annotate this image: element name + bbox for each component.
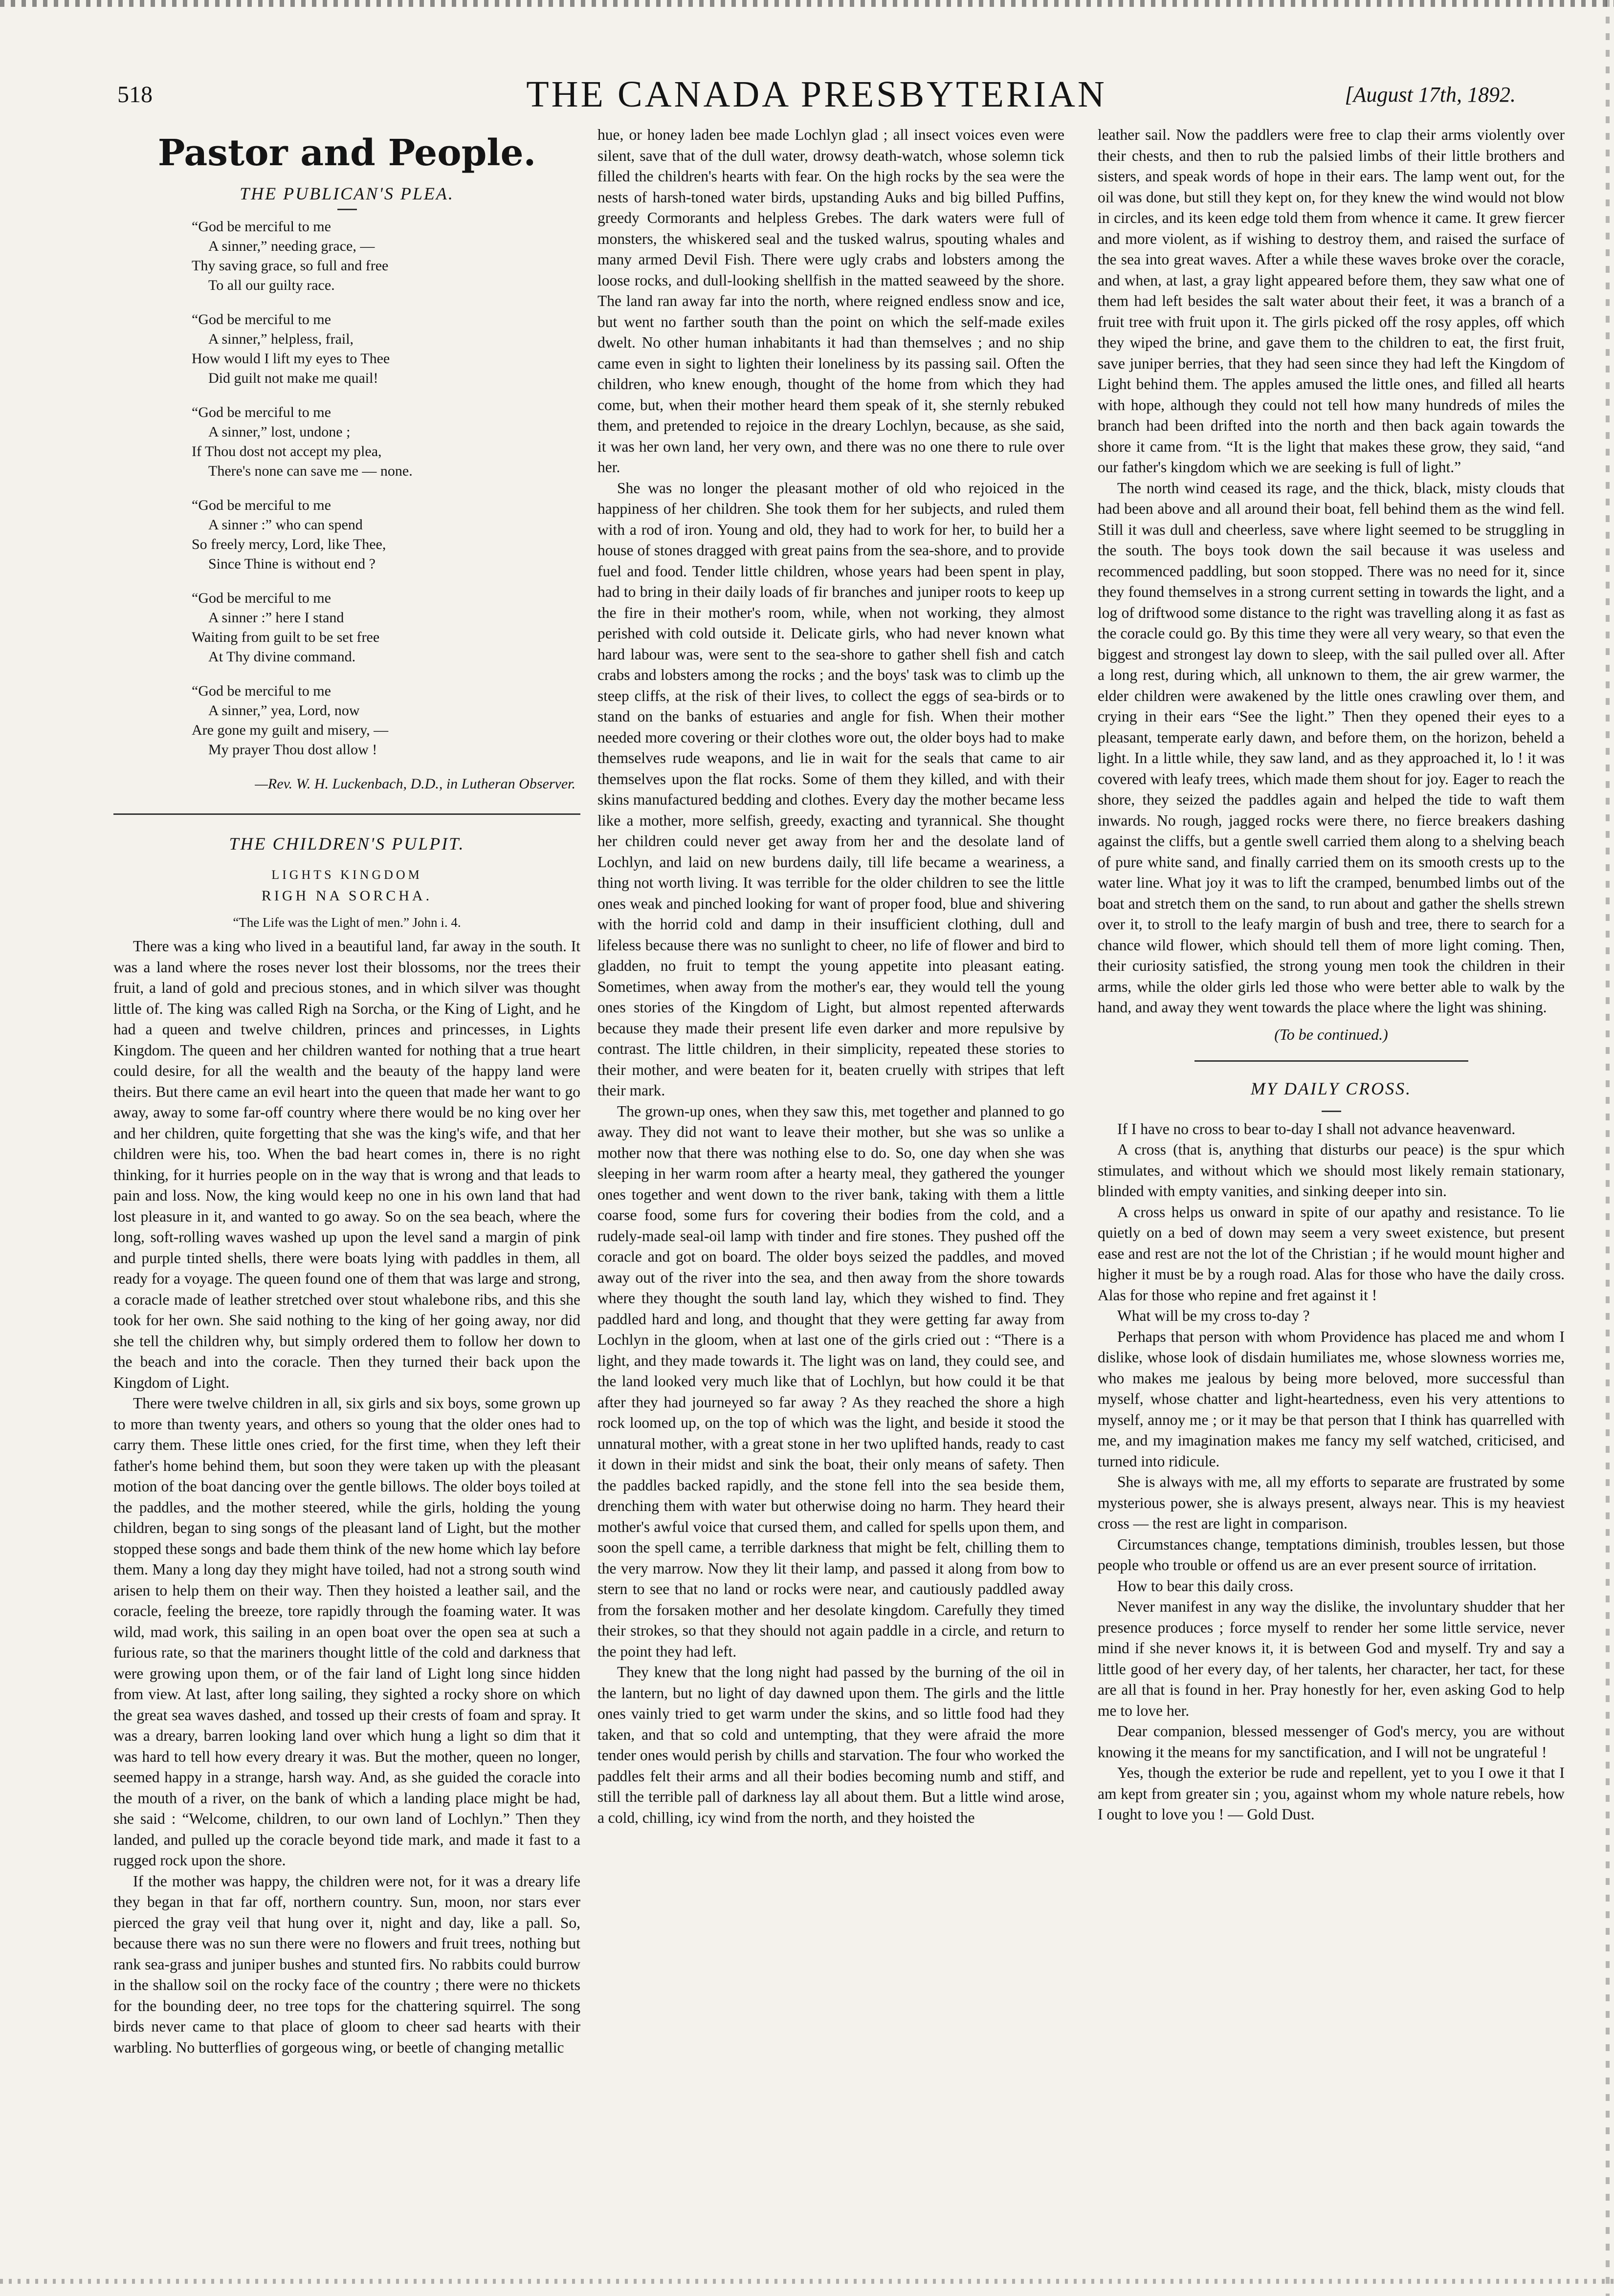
poem-line: “God be merciful to me [192,404,331,420]
top-border [0,0,1614,7]
section-rule [113,813,580,815]
article-paragraph: Never manifest in any way the dislike, the involuntary shudder that her presence produces ; force myself to render her some little service, never mind if she never knows it, it is between God and myself. Try and say a little good of her every day, of her talents, her character, her tact, for these are all that is found in her. Pray honestly for her, even asking God to help me to love her. [1098,1598,1565,1719]
story-paragraph: hue, or honey laden bee made Lochlyn glad ; all insect voices even were silent, save that of the dull water, drowsy death-watch, whose solemn tick filled the children's hearts with fear. On the high rocks by the sea were the nests of harsh-toned water birds, upstanding Auks and big billed Puffins, greedy Cormorants and helpless Grebes. The dark waters were full of monsters, the whiskered seal and the tusked walrus, spouting whales and many armed Devil Fish. There were ugly crabs and lobsters among the loose rocks, and dull-looking shellfish in the matted seaweed by the shore. The land ran away far into the north, where reigned endless snow and ice, but went no farther south than the point on which the self-made exiles dwelt. No other human inhabitants it had than themselves ; and no ship came even in sight to lighten their loneliness by its passing sail. Often the children, who knew enough, thought of the home from which they had come, but, when their mother heard them speak of it, she sternly rebuked them, and pretended to rejoice in the dreary Lochlyn, because, as she said, it was her own land, her very own, and there was no one there to rule over her. [597,126,1064,476]
poem-line: There's none can save me — none. [208,463,413,479]
story-paragraph: The grown-up ones, when they saw this, met together and planned to go away. They did not want to leave their mother, but she was so unlike a mother now that there was nothing else to do. So, one day when she was sleeping in her warm room after a hearty meal, they gathered the younger ones together and went down to the river bank, taking with them a little coarse food, some furs for covering their bodies from the cold, and a rudely-made seal-oil lamp with tinder and fire stones. They pushed off the coracle and got on board. The older boys seized the paddles, and moved away out of the river into the sea, and then away from the shore towards where they thought the south land lay, which they wished to find. They paddled hard and long, and thought that they were getting far away from Lochlyn in the gloom, when at last one of the girls cried out : “There is a light, and they made towards it. The light was on land, they could see, and the land looked very much like that of Lochlyn, but how could it be that after they had journeyed so far away ? As they reached the shore a high rock loomed up, on the top of which was the light, and beside it stood the unnatural mother, with a great stone in her two uplifted hands, ready to cast it down in their midst and sink the boat, their only means of safety. Then the paddles backed rapidly, and the stone fell into the sea beside them, drenching them with water but otherwise doing no harm. They heard their mother's awful voice that cursed them, and called for spells upon them, and soon the spell came, a terrible darkness that might be felt, chilling them to the very marrow. Now they lit their lamp, and passed it along from bow to stern to see that no land or rocks were near, and cautiously paddled away from the forsaken mother and her desolate kingdom. Carefully they timed their strokes, so that they should not again paddle in a circle, and return to the point they had left. [597,1102,1064,1660]
poem-line: “God be merciful to me [192,311,331,328]
poem-line: “God be merciful to me [192,497,331,513]
poem-line: A sinner :” who can spend [208,517,363,533]
article-paragraph: What will be my cross to-day ? [1117,1307,1310,1324]
story-paragraph: The north wind ceased its rage, and the thick, black, misty clouds that had been above and all around their boat, fell behind them as the wind fell. Still it was dull and cheerless, save where light seemed to be struggling in the south. The boys took down the sail because it was useless and recommenced paddling, but soon stopped. There was no need for it, since they found themselves in a strong current setting in towards the light, and a log of driftwood some distance to the right was travelling along it as fast as the coracle could go. By this time they were all very weary, so that even the biggest and strongest lay down to sleep, with the sail pulled over all. After a long rest, during which, all unknown to them, the air grew warmer, the elder children were awakened by the little ones crawling over them, and crying in their ears “See the light.” Then they opened their eyes to a pleasant, temperate early dawn, and before them, on the horizon, beheld a light. In a little while, they saw land, and as they approached it, lo ! it was covered with leafy trees, which made them shout for joy. Eager to reach the shore, they seized the paddles again and helped the tide to waft them inwards. No rough, jagged rocks were there, no fierce breakers dashing against the cliffs, but a gentle swell carried them along to a shelving beach of pure white sand, and finally carried them on its smooth crests up to the water line. What joy it was to lift the cramped, benumbed limbs out of the boat and stretch them on the sand, to run about and gather the shells strewn over it, to stroll to the leafy margin of bush and tree, there to search for a chance wild flower, which should tell them of more light coming. Then, their curiosity satisfied, the strong young men took the children in their arms, while the older girls led those who were better able to walk by the hand, and away they went towards the place where the light was shining. [1098,479,1565,1016]
poem-line: Thy saving grace, so full and free [192,258,389,274]
poem-stanza [192,310,580,388]
story-paragraph: There were twelve children in all, six girls and six boys, some grown up to more than twenty years, and others so young that the older ones had to carry them. These little ones cried, for the first time, when they left their father's home behind them, but soon they were taken up with the pleasant motion of the boat dancing over the gentle billows. The older boys toiled at the paddles, and the mother steered, while the girls, holding the young children, began to sing songs of the pleasant land of Light, but the mother stopped these songs and bade them think of the new home which lay before them. Many a long day they might have toiled, had not a strong south wind arisen to help them on their way. Then they hoisted a leather sail, and the coracle, feeling the breeze, tore rapidly through the foaming water. It was wild, mad work, this sailing in an open boat over the open sea at such a furious rate, so that the mariners thought little of the cold and darkness that were growing upon them, or of the fair land of Light long since hidden from view. At last, after long sailing, they sighted a rocky shore on which the great sea waves dashed, and tossed up their crests of foam and spray. It was a dreary, barren looking land over which hung a light so dim that it was hard to tell how every dreary it was. But the mother, queen no longer, seemed happy in a strange, harsh way. And, as she guided the coracle into the mouth of a river, on the bank of which a landing place might be had, she said : “Welcome, children, to our own land of Lochlyn.” Then they landed, and pulled up the coracle beyond tide mark, and made it fast to a rugged rock upon the shore. [113,1395,580,1869]
poem-line: How would I lift my eyes to Thee [192,350,390,367]
poem-line: Since Thine is without end ? [208,556,376,572]
poem-line: “God be merciful to me [192,219,331,235]
poem-line: My prayer Thou dost allow ! [208,742,377,758]
poem-attribution: —Rev. W. H. Luckenbach, D.D., in Lutheran Observer. [255,776,575,792]
story-title: THE CHILDREN'S PULPIT. [229,834,465,853]
story-paragraph: They knew that the long night had passed by the burning of the oil in the lantern, but no light of day dawned upon them. The girls and the little ones vainly tried to get warm under the skins, and so little food had they taken, and that so cold and untempting, that they were afraid the more tender ones would perish by chills and starvation. The four who worked the paddles felt their arms and all their bodies becoming numb and stiff, and still the terrible pall of darkness lay all about them. But a little wind arose, a cold, chilling, icy wind from the north, and they hoisted the [597,1663,1064,1826]
poem-line: “God be merciful to me [192,590,331,606]
masthead-title: THE CANADA PRESBYTERIAN [526,74,1107,115]
article-paragraph: How to bear this daily cross. [1117,1577,1294,1595]
poem-line: A sinner,” helpless, frail, [208,331,354,347]
poem-line: Are gone my guilt and misery, — [192,722,389,738]
poem-line: At Thy divine command. [208,649,356,665]
page-number: 518 [117,82,153,108]
article-paragraph: She is always with me, all my efforts to separate are frustrated by some mysterious power, she is always present, always near. This is my heaviest cross — the rest are light in comparison. [1098,1473,1565,1532]
column-2 [597,125,1064,2231]
poem-line: A sinner :” here I stand [208,610,344,626]
poem-line: A sinner,” lost, undone ; [208,424,351,440]
story-paragraph: leather sail. Now the paddlers were free to clap their arms violently over their chests, and then to rub the palsied limbs of their little brothers and sisters, and speak words of hope in their ears. The lamp went out, for the oil was done, but still they kept on, for they knew the wind would not blow in circles, and its keen edge told them from whence it came. It grew fiercer and more violent, as if wishing to destroy them, and raised the surface of the sea into great waves. After a while these waves broke over the coracle, and when, at last, a gray light appeared before them, they saw what one of them had left besides the salt water about their feet, it was a branch of a fruit tree with fruit upon it. The girls picked off the rosy apples, off which they wiped the brine, and gave them to the children to eat, the first fruit, save juniper berries, that they had seen since they had left the Kingdom of Light behind them. The apples amused the little ones, and filled all hearts with hope, although they could not tell how many hundreds of miles the branch had been drifted into the north and then back again towards the shore it came from. “It is the light that makes these grow, they said, “and our father's kingdom which we are seeking is full of light.” [1098,126,1565,476]
poem-line: Did guilt not make me quail! [208,370,378,386]
poem-stanza [192,589,580,667]
story-paragraph: She was no longer the pleasant mother of old who rejoiced in the happiness of her children. She took them for her subjects, and ruled them with a rod of iron. Young and old, they had to work for her, to build her a house of stones dragged with great pains from the sea-shore, and to provide fuel and food. Tender little children, whose years had been spent in play, had to bring in their daily loads of fir branches and juniper roots to keep up the fire in their mother's room, while, when not working, they almost perished with cold outside it. Delicate girls, who had never known what hard labour was, were sent to the sea-shore to gather shell fish and catch crabs and lobsters among the rocks ; and the boys' task was to climb up the steep cliffs, at the risk of their lives, to collect the eggs of sea-birds or to stand on the banks of estuaries and angle for fish. When their mother needed more covering or their clothes wore out, the older boys had to make themselves rude weapons, and lie in wait for the seals that came to air themselves upon the flat rocks. Some of them they killed, and with their skins manufactured bedding and clothes. Every day the mother became less like a mother, more selfish, greedy, exacting and tyrannical. She thought her children could never get away from her and the desolate land of Lochlyn, and laid on new burdens daily, till life became a weariness, a thing not worth living. It was terrible for the older children to see the little ones weak and pinched looking for want of proper food, blue and shivering with the horrid cold and damp in their insufficient clothing, dull and lifeless because there was no sunlight to cheer, no life of flower and bird to gladden, no fruit to tempt the young appetite into pleasant eating. Sometimes, when away from the mother's ear, they would tell the young ones stories of the Kingdom of Light, but almost repented afterwards because they made their present life even darker and more repulsive by contrast. The little children, in their simplicity, repeated these stories to their mother, and were beaten for it, beaten cruelly with stripes that left their mark. [597,479,1064,1099]
poem-line: A sinner,” needing grace, — [208,238,375,254]
article-title: MY DAILY CROSS. [1250,1078,1412,1098]
column-3 [1098,125,1565,2197]
divider [1322,1111,1341,1112]
section-heading: Pastor and People. [157,132,536,174]
poem-stanza [192,681,580,760]
story-paragraph: There was a king who lived in a beautiful land, far away in the south. It was a land where the roses never lost their blossoms, nor the trees their fruit, a land of gold and precious stones, and in which silver was thought little of. The king was called Righ na Sorcha, or the King of Light, and he had a queen and twelve children, princes and princesses, in Lights Kingdom. The queen and her children wanted for nothing that a true heart could desire, for all the wealth and the beauty of the happy land were theirs. But there came an evil heart into the queen that made her want to go away, away to some far-off country where there would be no king over her and her children, quite forgetting that she was the king's wife, and that her children were his, too. When the bad heart comes in, there is no right thinking, for it hurries people on in the way that is wrong and that leads to pain and loss. Now, the king would keep no one in his own land that had lost pleasure in it, and wanted to go away. So on the sea beach, where the long, soft-rolling waves washed up upon the level sand a margin of pink and purple tinted shells, there were boats lying with paddles in them, all ready for a voyage. The queen found one of them that was large and strong, a coracle made of leather stretched over stout whalebone ribs, and this she took for her own. She said nothing to the king of her going away, nor did she tell the children why, but simply ordered them to follow her down to the beach and into the coracle. Then they turned their back upon the Kingdom of Light. [113,938,580,1391]
poem-stanza [192,496,580,574]
issue-date: [August 17th, 1892. [1345,83,1516,107]
continued-note: (To be continued.) [1274,1025,1388,1043]
article-paragraph: If I have no cross to bear to-day I shall not advance heavenward. [1117,1120,1516,1137]
poem-stanza [192,403,580,481]
poem-line: If Thou dost not accept my plea, [192,443,382,459]
column-1 [113,125,580,2207]
article-paragraph: A cross helps us onward in spite of our apathy and resistance. To lie quietly on a bed of down may seem a very sweet existence, but present ease and rest are not the lot of the Christian ; if he would mount higher and higher it must be by a rough road. Alas for those who have the daily cross. Alas for those who repine and fret against it ! [1098,1203,1565,1304]
story-byline: RIGH NA SORCHA. [261,888,433,904]
right-border [1606,0,1610,2296]
poem-line: “God be merciful to me [192,683,331,699]
story-paragraph: If the mother was happy, the children were not, for it was a dreary life they began in that far off, northern country. Sun, moon, nor stars ever pierced the gray veil that hung over it, night and day, like a pall. So, because there was no sun there were no flowers and fruit trees, nothing but rank sea-grass and juniper bushes and stunted firs. No rabbits could burrow in the shallow soil on the rocky face of the country ; there were no thickets for the bounding deer, no tree tops for the chattering squirrel. The song birds never came to that place of gloom to cheer sad hearts with their warbling. No butterflies of gorgeous wing, or beetle of changing metallic [113,1872,580,2056]
story-byline-small: LIGHTS KINGDOM [271,868,422,882]
story-epigraph: “The Life was the Light of men.” John i. 4. [233,915,461,930]
poem-line: So freely mercy, Lord, like Thee, [192,536,386,552]
divider [337,209,357,210]
poem-line: Waiting from guilt to be set free [192,629,380,645]
article-paragraph: Dear companion, blessed messenger of God's mercy, you are without knowing it the means for my sanctification, and I will not be ungrateful ! [1098,1723,1565,1761]
poem-line: To all our guilty race. [208,277,335,293]
section-rule [1194,1060,1468,1062]
poem-stanza [192,217,580,295]
poem-title: THE PUBLICAN'S PLEA. [240,184,454,203]
article-paragraph: Circumstances change, temptations diminish, troubles lessen, but those people who trouble or offend us are an ever present source of irritation. [1098,1535,1565,1574]
article-paragraph: A cross (that is, anything that disturbs our peace) is the spur which stimulates, and without which we should most likely remain stationary, blinded with empty vanities, and sinking deeper into sin. [1098,1141,1565,1200]
bottom-border [0,2279,1614,2284]
article-paragraph: Yes, though the exterior be rude and repellent, yet to you I owe it that I am kept from greater sin ; you, against whom my whole nature rebels, how I ought to love you ! — Gold Dust. [1098,1764,1565,1823]
article-paragraph: Perhaps that person with whom Providence has placed me and whom I dislike, whose look of disdain humiliates me, whose slowness worries me, who makes me jealous by being more beloved, more successful than myself, whose chatter and light-heartedness, even his very attentions to myself, annoy me ; or it may be that person that I think has quarrelled with me, and my imagination makes me fancy my self watched, criticised, and turned into ridicule. [1098,1328,1565,1470]
page-header [117,73,1516,122]
poem-line: A sinner,” yea, Lord, now [208,702,360,719]
